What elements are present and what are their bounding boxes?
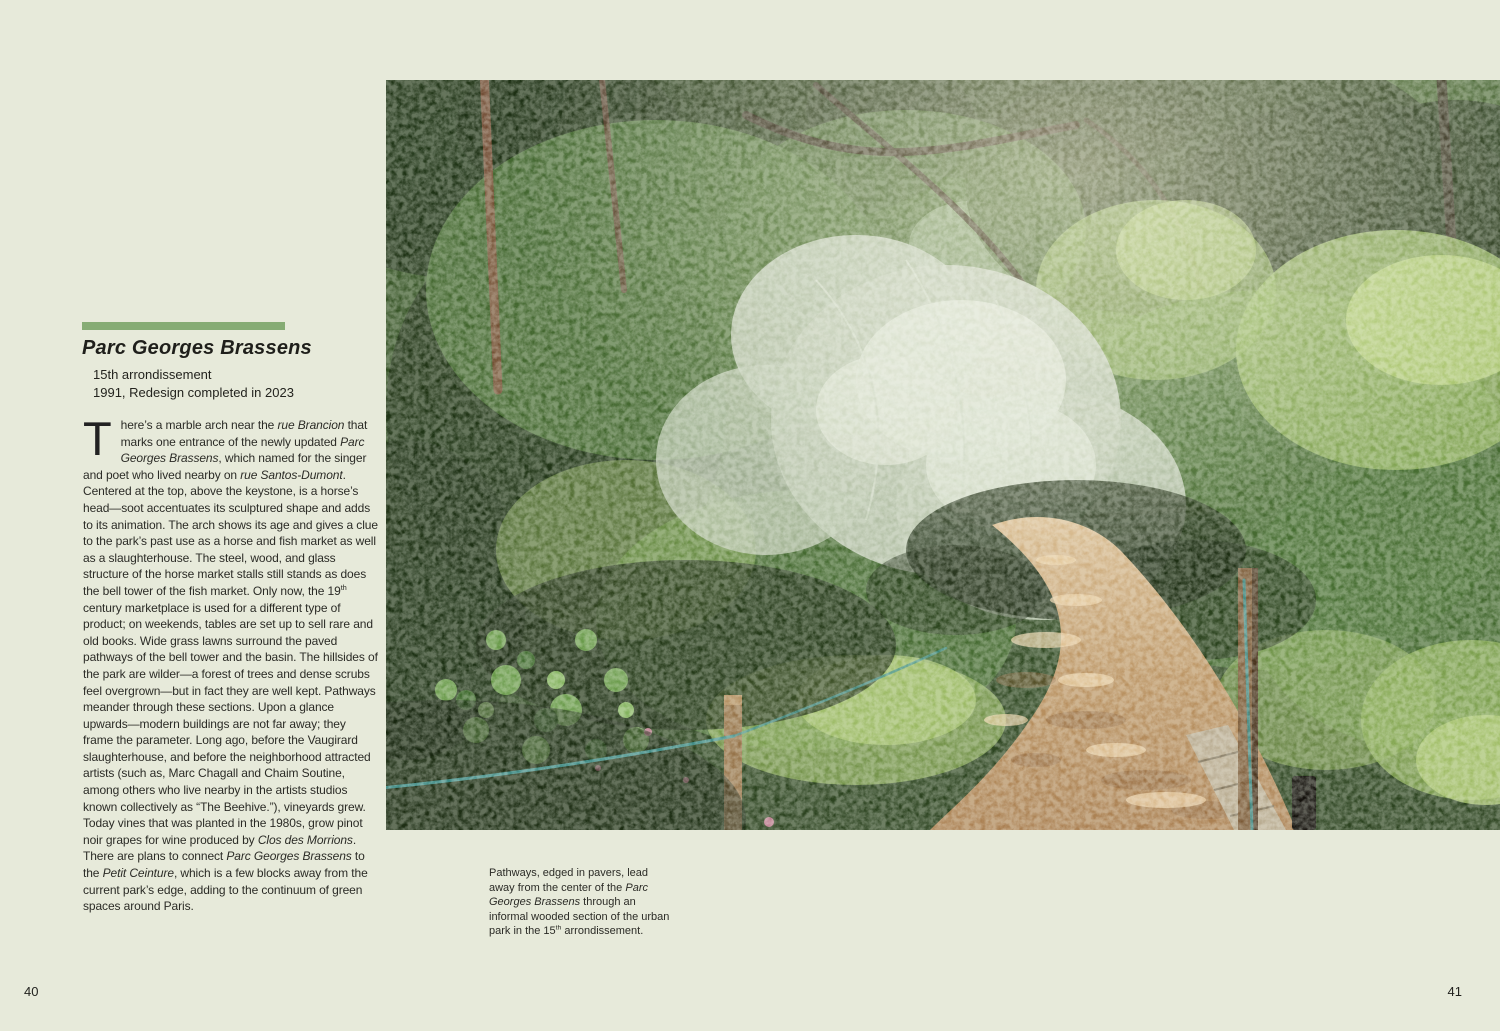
page-title: Parc Georges Brassens	[82, 337, 312, 359]
subtitle-dates: 1991, Redesign completed in 2023	[93, 384, 294, 400]
photo-caption: Pathways, edged in pavers, lead away from the center of the Parc Georges Brassens through an informal wooded section of the urban park in the 15th arrondissement.	[489, 867, 670, 937]
subtitle-arrondissement: 15th arrondissement	[93, 367, 212, 382]
article-body-text: here’s a marble arch near the rue Brancion that marks one entrance of the newly updated Parc Georges Brassens, which named for the singer and poet who lived nearby on rue Santos-Dumont. Centered at the top, above the keystone, is a horse’s head—soot accentuates its sculptured shape and adds to its animation. The arch shows its age and gives a clue to the park’s past use as a horse and fish market as well as a slaughterhouse. The steel, wood, and glass structure of the horse market stalls still stands as does the bell tower of the fish market. Only now, the 19th century marketplace is used for a different type of product; on weekends, tables are set up to sell rare and old books. Wide grass lawns surround the paved pathways of the bell tower and the basin. The hillsides of the park are wilder—a forest of trees and dense scrubs feel overgrown—but in fact they are well kept. Pathways meander through these sections. Upon a glance upwards—modern buildings are not far away; they frame the parameter. Long ago, before the Vaugirard slaughterhouse, and before the neighborhood attracted artists (such as, Marc Chagall and Chaim Soutine, among others who live nearby in the artists studios known collectively as “The Beehive.”), vineyards grew. Today vines that was planted in the 1980s, grow pinot noir grapes for wine produced by Clos des Morrions. There are plans to connect Parc Georges Brassens to the Petit Ceinture, which is a few blocks away from the current park’s edge, adding to the continuum of green spaces around Paris.	[83, 418, 378, 914]
park-photo-illustration	[386, 80, 1500, 830]
accent-bar	[82, 322, 285, 330]
article-subtitles	[93, 366, 294, 401]
article-body	[83, 412, 379, 915]
page-number-right: 41	[1447, 984, 1462, 999]
page-number-left: 40	[24, 984, 39, 999]
drop-cap: T	[83, 412, 112, 465]
park-photo	[386, 80, 1500, 830]
